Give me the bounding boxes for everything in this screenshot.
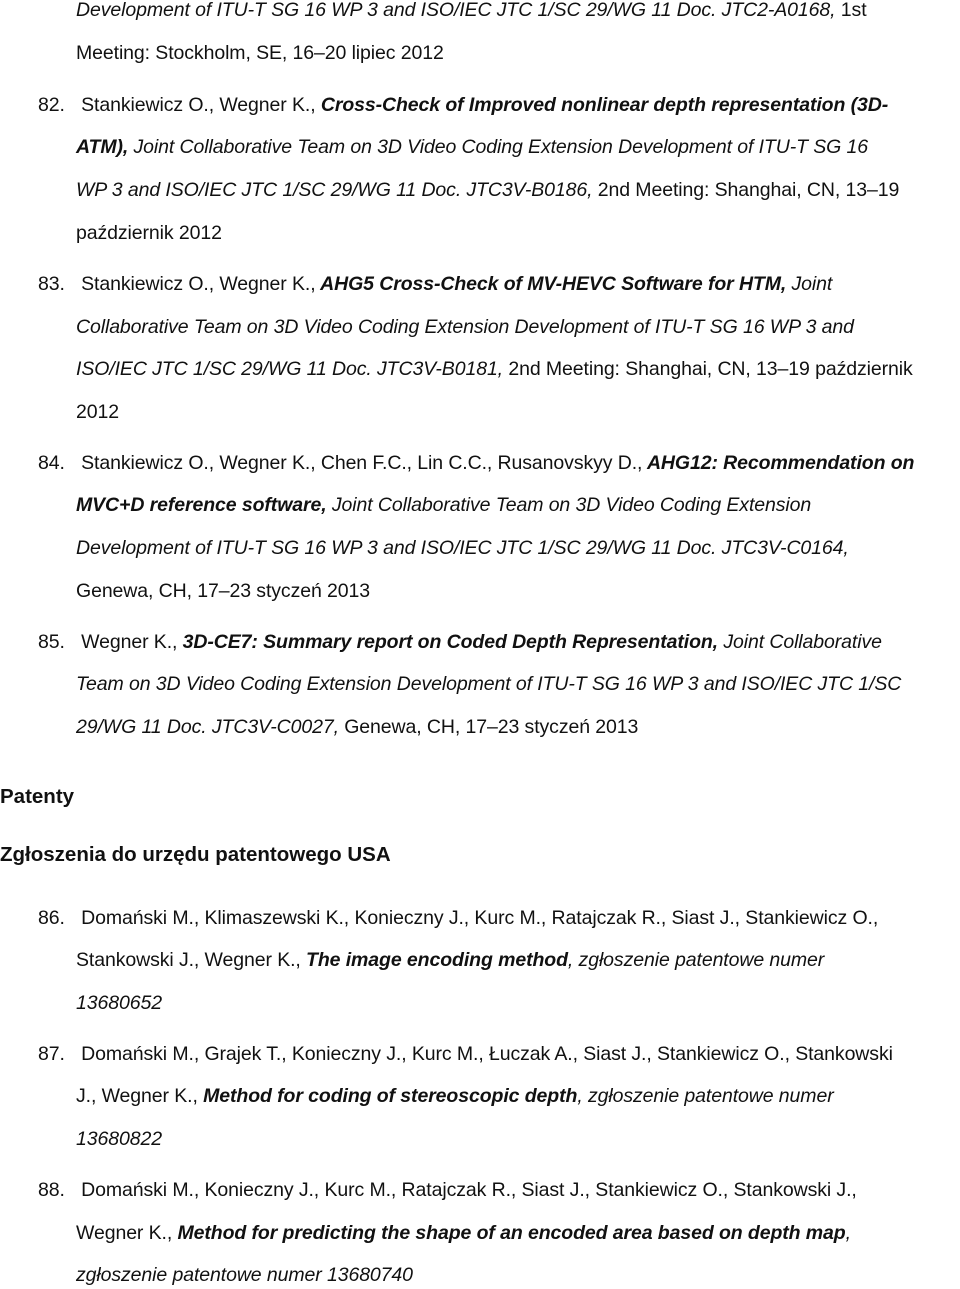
pub-84-line-1 (38, 450, 914, 476)
carryover-line-2: Meeting: Stockholm, SE, 16–20 lipiec 2012 (76, 42, 444, 64)
patent-86-line-2 (76, 947, 824, 973)
title: AHG5 Cross-Check of MV-HEVC Software for HTM, (315, 273, 787, 295)
pub-83-line-1 (38, 271, 832, 297)
authors: Domański M., Klimaszewski K., Konieczny J., Kurc M., Ratajczak R., Siast J., Stankiewicz O., (81, 907, 879, 929)
list-number: 85. (38, 631, 65, 653)
title: 3D-CE7: Summary report on Coded Depth Representation, (177, 631, 719, 653)
pub-84-line-3: Development of ITU-T SG 16 WP 3 and ISO/IEC JTC 1/SC 29/WG 11 Doc. JTC3V-C0164, (76, 537, 849, 559)
note: , zgłoszenie patentowe numer (577, 1085, 834, 1107)
venue: Joint Collaborative Team on 3D Video Coding Extension (326, 494, 812, 516)
pub-85-line-3 (76, 714, 638, 740)
patent-86-line-3: 13680652 (76, 992, 162, 1014)
authors: Stankiewicz O., Wegner K., (81, 273, 316, 295)
venue: WP 3 and ISO/IEC JTC 1/SC 29/WG 11 Doc. JTC3V-B0186, (76, 179, 593, 201)
pub-84-line-2 (76, 492, 811, 518)
authors: Stankiewicz O., Wegner K., (81, 94, 316, 116)
patent-87-line-2 (76, 1083, 834, 1109)
pub-83-line-2: Collaborative Team on 3D Video Coding Extension Development of ITU-T SG 16 WP 3 and (76, 316, 854, 338)
carryover-text: Development of ITU-T SG 16 WP 3 and ISO/IEC JTC 1/SC 29/WG 11 Doc. JTC2-A0168, (76, 0, 836, 21)
title: Method for coding of stereoscopic depth (197, 1085, 578, 1107)
venue: Joint Collaborative Team on 3D Video Coding Extension Development of ITU-T SG 16 (128, 136, 868, 158)
patent-88-line-1 (38, 1177, 857, 1203)
pub-84-line-4: Genewa, CH, 17–23 styczeń 2013 (76, 580, 371, 602)
authors: Domański M., Grajek T., Konieczny J., Kurc M., Łuczak A., Siast J., Stankiewicz O., Stankowski (81, 1043, 893, 1065)
authors: Stankowski J., Wegner K., (76, 949, 301, 971)
patent-87-line-1 (38, 1041, 893, 1067)
pub-85-line-1 (38, 629, 882, 655)
section-heading-patents: Patenty (0, 785, 75, 808)
pub-82-line-3 (76, 177, 899, 203)
list-number: 88. (38, 1179, 65, 1201)
venue: Joint (786, 273, 833, 295)
note: , (845, 1222, 851, 1244)
list-number: 84. (38, 452, 65, 474)
meeting: 2nd Meeting: Shanghai, CN, 13–19 październik (503, 358, 913, 380)
pub-82-line-2 (76, 134, 868, 160)
venue: ISO/IEC JTC 1/SC 29/WG 11 Doc. JTC3V-B0181, (76, 358, 504, 380)
pub-82-line-4: październik 2012 (76, 222, 222, 244)
title: Method for predicting the shape of an encoded area based on depth map (172, 1222, 846, 1244)
patent-88-line-2 (76, 1220, 851, 1246)
section-heading-us-applications: Zgłoszenia do urzędu patentowego USA (0, 843, 391, 866)
authors: Wegner K., (76, 1222, 173, 1244)
pub-85-line-2: Team on 3D Video Coding Extension Development of ITU-T SG 16 WP 3 and ISO/IEC JTC 1/SC (76, 673, 902, 695)
authors: Wegner K., (81, 631, 178, 653)
meeting: 2nd Meeting: Shanghai, CN, 13–19 (592, 179, 900, 201)
patent-88-line-3: zgłoszenie patentowe numer 13680740 (76, 1264, 413, 1286)
pub-82-line-1 (38, 92, 888, 118)
title: MVC+D reference software, (76, 494, 327, 516)
patent-86-line-1 (38, 905, 878, 931)
note: , zgłoszenie patentowe numer (567, 949, 825, 971)
title: AHG12: Recommendation on (642, 452, 915, 474)
pub-83-line-4: 2012 (76, 401, 119, 423)
title: ATM), (76, 136, 129, 158)
venue: 29/WG 11 Doc. JTC3V-C0027, (76, 716, 339, 738)
title: Cross-Check of Improved nonlinear depth representation (3D- (315, 94, 889, 116)
list-number: 82. (38, 94, 65, 116)
authors: J., Wegner K., (76, 1085, 198, 1107)
carryover-line-1 (76, 0, 867, 23)
list-number: 86. (38, 907, 65, 929)
pub-83-line-3 (76, 356, 913, 382)
list-number: 83. (38, 273, 65, 295)
venue: Joint Collaborative (718, 631, 882, 653)
title: The image encoding method (300, 949, 568, 971)
patent-87-line-3: 13680822 (76, 1128, 162, 1150)
list-number: 87. (38, 1043, 65, 1065)
meeting: Genewa, CH, 17–23 styczeń 2013 (338, 716, 639, 738)
carryover-text: 1st (835, 0, 867, 21)
authors: Stankiewicz O., Wegner K., Chen F.C., Lin C.C., Rusanovskyy D., (81, 452, 643, 474)
authors: Domański M., Konieczny J., Kurc M., Ratajczak R., Siast J., Stankiewicz O., Stankowski J., (81, 1179, 857, 1201)
